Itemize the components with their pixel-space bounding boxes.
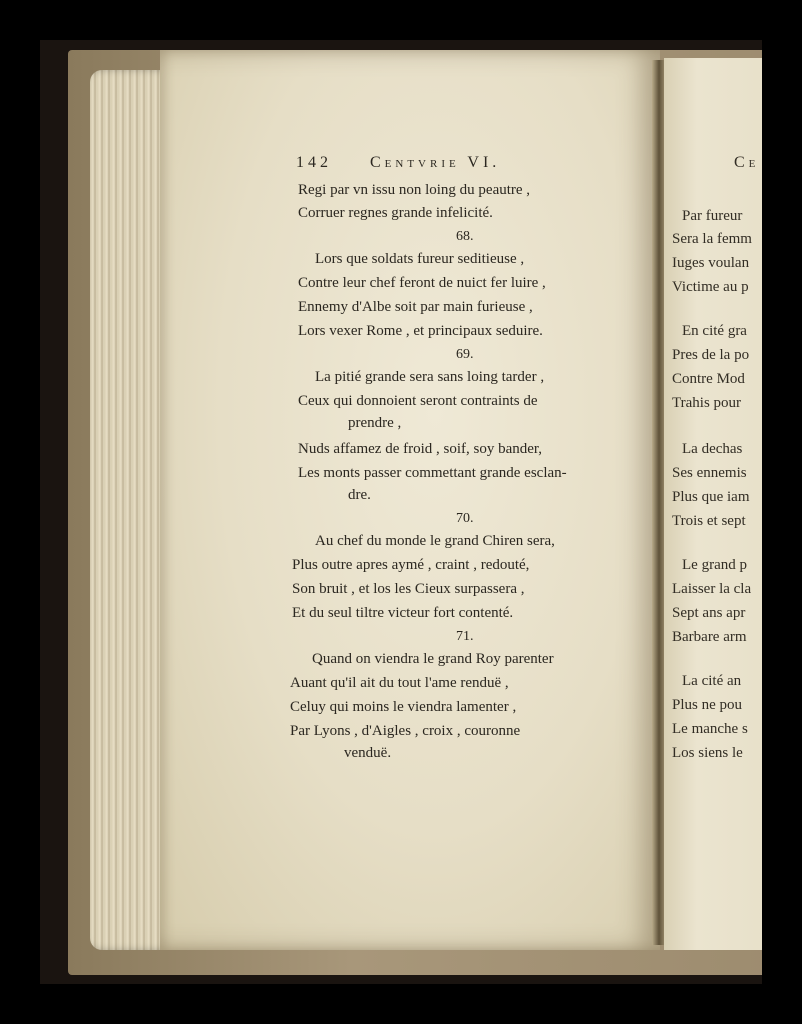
left-page-text	[160, 50, 660, 950]
verse-line: Ennemy d'Albe soit par main furieuse ,	[298, 299, 533, 315]
verse-line: Plus outre apres aymé , craint , redouté,	[292, 557, 530, 573]
verse-line: prendre ,	[348, 415, 402, 431]
verse-line: Par Lyons , d'Aigles , croix , couronne	[290, 723, 521, 739]
page-number: 142	[296, 154, 332, 171]
right-running-head: Ce	[734, 154, 760, 171]
verse-line: Trahis pour	[672, 395, 742, 411]
verse-line: Contre leur chef feront de nuict fer luire ,	[298, 275, 546, 291]
verse-line: Le manche s	[672, 721, 748, 737]
verse-line: La pitié grande sera sans loing tarder ,	[315, 369, 545, 385]
verse-line: Victime au p	[672, 279, 749, 295]
verse-line: Laisser la cla	[672, 581, 752, 597]
verse-line: Pres de la po	[672, 347, 750, 363]
left-page	[160, 50, 660, 950]
quatrain-number: 69.	[456, 347, 474, 362]
verse-line: Lors que soldats fureur seditieuse ,	[315, 251, 525, 267]
verse-line: Les monts passer commettant grande esclan-	[298, 465, 567, 481]
verse-line: Plus que iam	[672, 489, 750, 505]
verse-line: Auant qu'il ait du tout l'ame renduë ,	[290, 675, 509, 691]
verse-line: Iuges voulan	[672, 255, 750, 271]
quatrain-number: 70.	[456, 511, 474, 526]
right-page-text	[664, 58, 762, 950]
verse-line: Plus ne pou	[672, 697, 743, 713]
verse-line: La cité an	[682, 673, 742, 689]
verse-line: Barbare arm	[672, 629, 747, 645]
verse-line: Regi par vn issu non loing du peautre ,	[298, 182, 531, 198]
verse-line: Quand on viendra le grand Roy parenter	[312, 651, 554, 667]
verse-line: Le grand p	[682, 557, 747, 573]
verse-line: Au chef du monde le grand Chiren sera,	[315, 533, 555, 549]
verse-line: Sept ans apr	[672, 605, 746, 621]
quatrain-number: 68.	[456, 229, 474, 244]
verse-line: Contre Mod	[672, 371, 745, 387]
quatrain-number: 71.	[456, 629, 474, 644]
verse-line: Celuy qui moins le viendra lamenter ,	[290, 699, 517, 715]
verse-line: Ceux qui donnoient seront contraints de	[298, 393, 538, 409]
verse-line: Lors vexer Rome , et principaux seduire.	[298, 323, 543, 339]
verse-line: dre.	[348, 487, 371, 503]
verse-line: La dechas	[682, 441, 743, 457]
verse-line: En cité gra	[682, 323, 747, 339]
right-page	[664, 58, 762, 950]
verse-line: Los siens le	[672, 745, 743, 761]
verse-line: Son bruit , et los les Cieux surpassera ,	[292, 581, 525, 597]
verse-line: Trois et sept	[672, 513, 746, 529]
running-head: Centvrie VI.	[370, 154, 501, 171]
verse-line: Ses ennemis	[672, 465, 747, 481]
verse-line: Corruer regnes grande infelicité.	[298, 205, 493, 221]
verse-line: Et du seul tiltre victeur fort contenté.	[292, 605, 514, 621]
verse-line: Sera la femm	[672, 231, 752, 247]
verse-line: Par fureur	[682, 208, 743, 224]
photo-frame	[40, 40, 762, 984]
verse-line: venduë.	[344, 745, 392, 761]
verse-line: Nuds affamez de froid , soif, soy bander,	[298, 441, 543, 457]
